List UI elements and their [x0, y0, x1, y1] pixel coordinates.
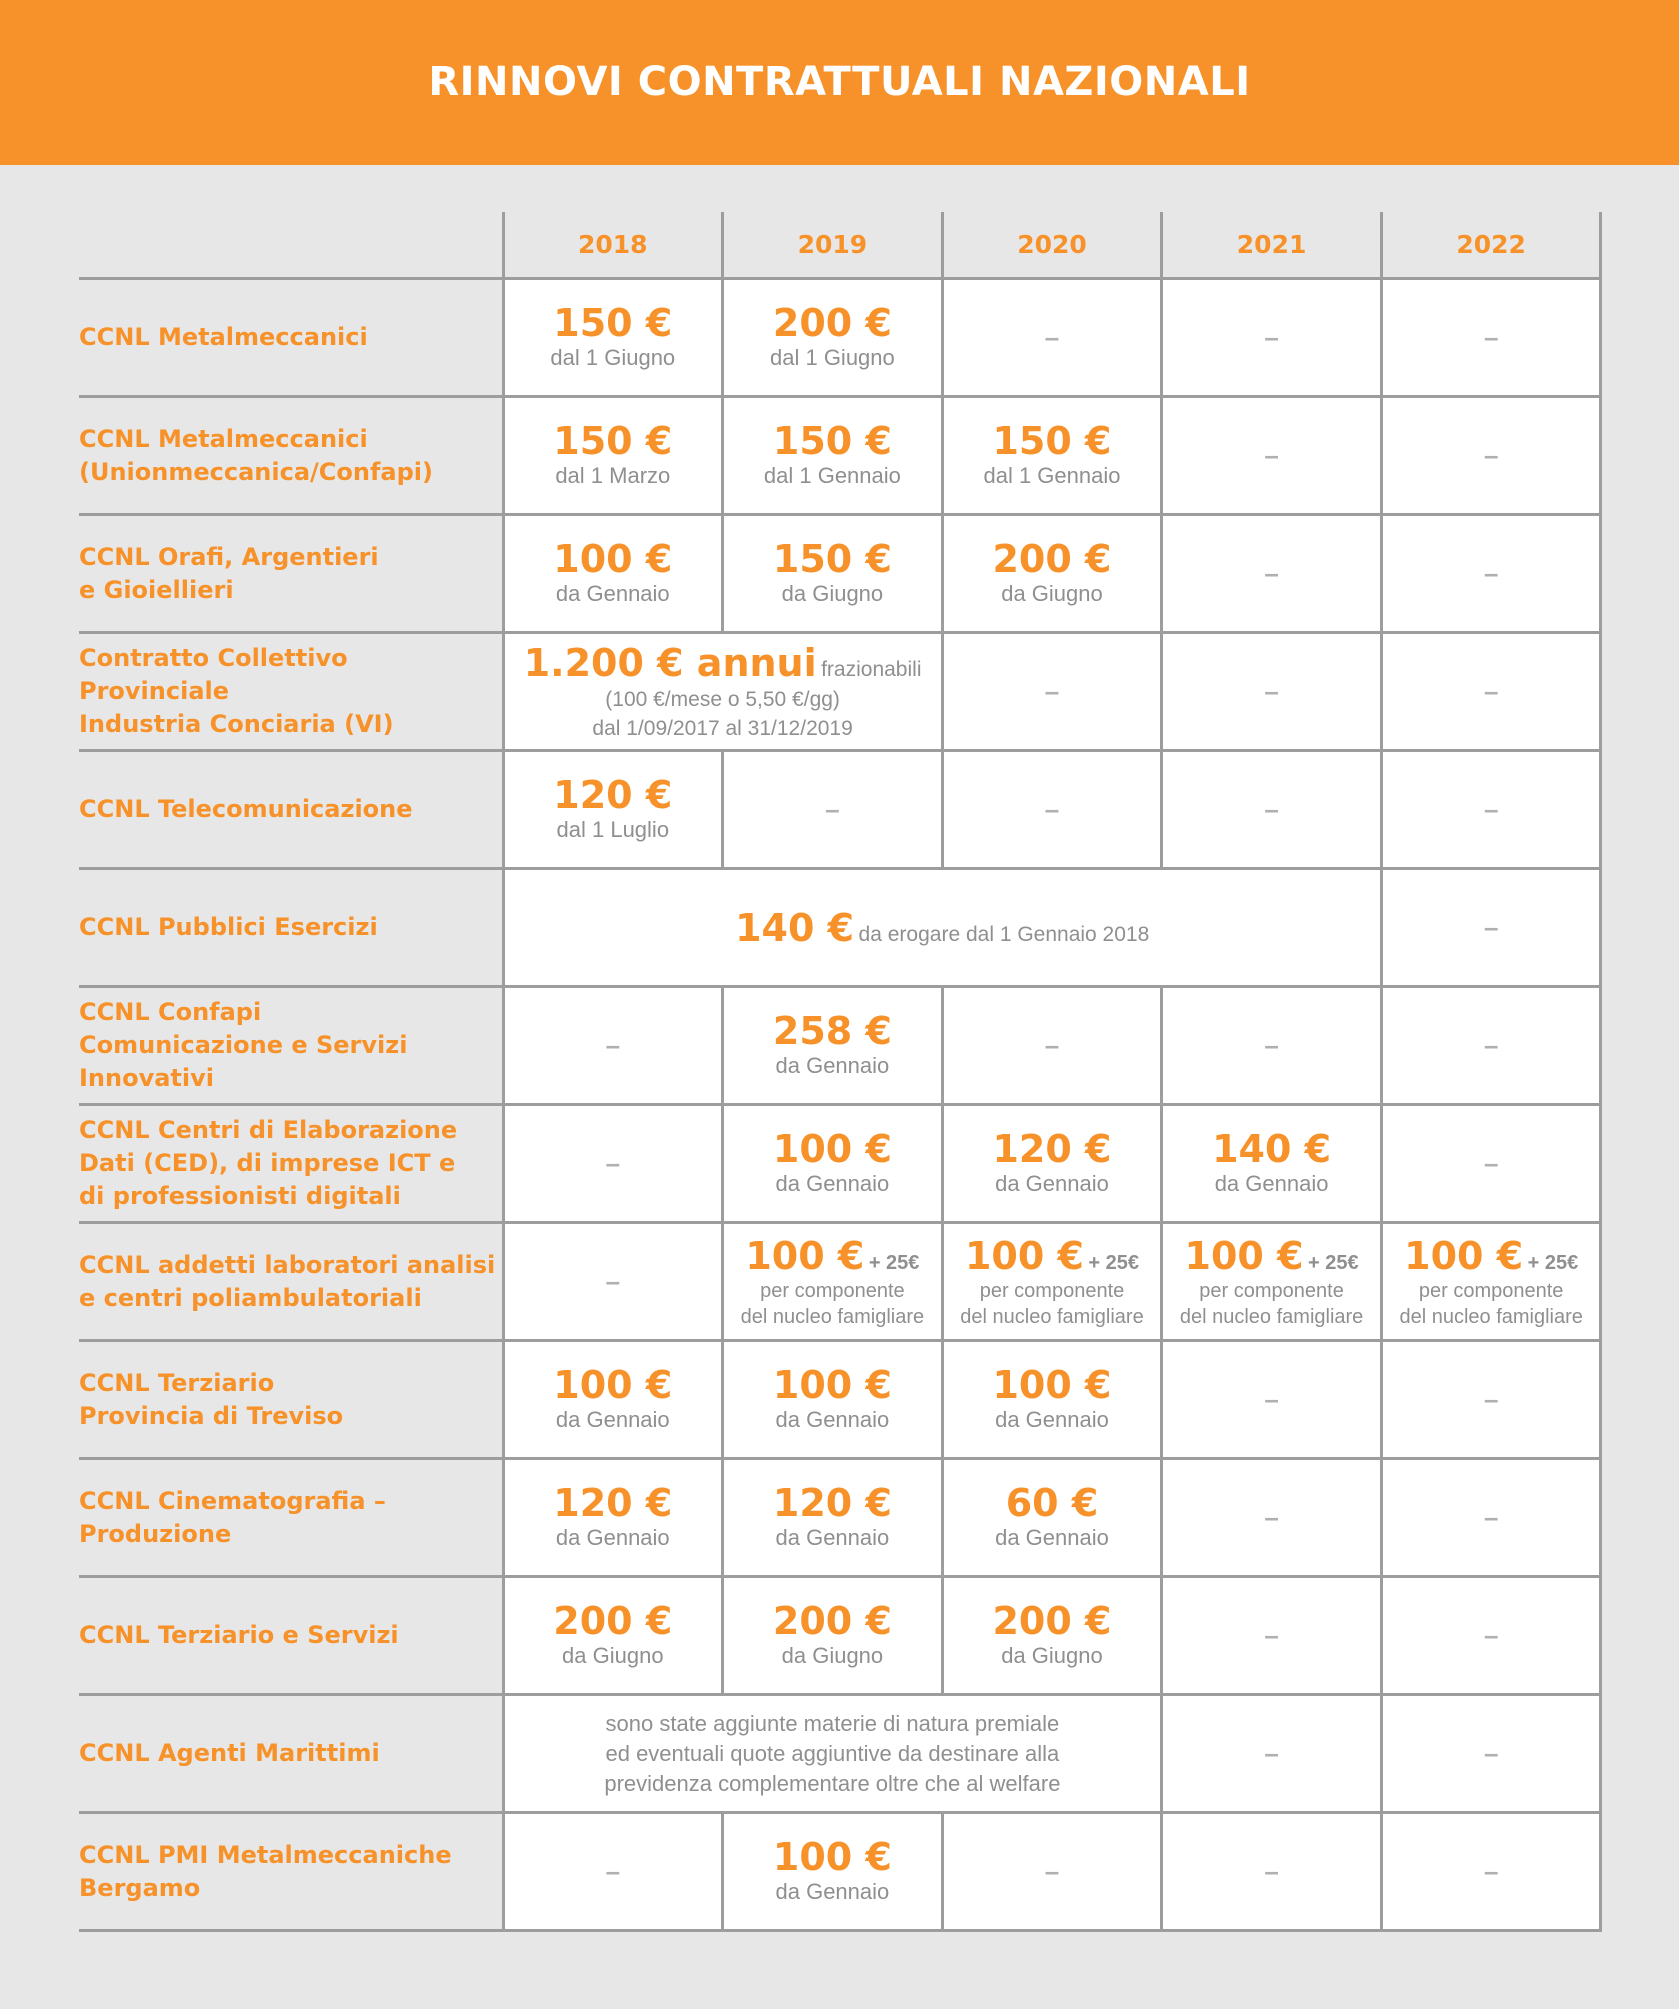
amount-note: dal 1 Gennaio — [763, 462, 901, 488]
value-cell — [503, 1459, 723, 1577]
amount-note: del nucleo famigliare — [1399, 1305, 1583, 1328]
empty-cell — [1381, 1813, 1601, 1931]
empty-cell — [1162, 633, 1382, 751]
amount-note: da Gennaio — [995, 1170, 1109, 1196]
amount-note: del nucleo famigliare — [740, 1305, 925, 1328]
empty-cell — [1381, 279, 1601, 397]
amount-note: da Gennaio — [775, 1524, 890, 1550]
table-row — [79, 751, 1601, 869]
table-row — [79, 1695, 1601, 1813]
empty-cell — [942, 987, 1162, 1105]
amount-plus: + 25€ — [1088, 1251, 1140, 1274]
empty-cell — [1162, 1695, 1382, 1813]
amount-note: da erogare dal 1 Gennaio 2018 — [858, 922, 1150, 946]
table-row — [79, 279, 1601, 397]
dash: – — [1264, 1620, 1279, 1650]
amount: 100 € — [772, 1834, 892, 1879]
contract-name: CCNL Metalmeccanici (Unionmeccanica/Confapi) — [79, 397, 503, 515]
amount-period: dal 1/09/2017 al 31/12/2019 — [592, 716, 853, 740]
empty-cell — [1381, 987, 1601, 1105]
empty-cell — [1162, 751, 1382, 869]
empty-cell — [723, 751, 943, 869]
value-cell-span — [503, 633, 942, 751]
dash: – — [1264, 440, 1279, 470]
value-cell — [723, 1105, 943, 1223]
empty-cell — [1381, 1577, 1601, 1695]
dash: – — [1264, 1384, 1279, 1414]
note-line: sono state aggiunte materie di natura premiale — [605, 1710, 1060, 1736]
value-cell — [1162, 1105, 1382, 1223]
contract-name: CCNL Confapi Comunicazione e Servizi Innovativi — [79, 987, 503, 1105]
amount-note: dal 1 Marzo — [555, 462, 671, 488]
empty-cell — [1381, 869, 1601, 987]
dash: – — [1264, 676, 1279, 706]
amount-note: da Giugno — [562, 1642, 664, 1668]
amount: 150 € — [992, 418, 1112, 463]
header-banner — [0, 0, 1679, 165]
amount-note: per componente — [979, 1279, 1125, 1302]
year-header: 2022 — [1381, 212, 1601, 279]
amount: 100 € — [964, 1233, 1084, 1278]
dash: – — [1264, 1738, 1279, 1768]
table-row — [79, 869, 1601, 987]
value-cell — [942, 1459, 1162, 1577]
amount: 200 € — [772, 300, 892, 345]
value-cell — [942, 1223, 1162, 1341]
dash: – — [1483, 322, 1499, 352]
year-header: 2020 — [942, 212, 1162, 279]
amount-note: da Giugno — [1001, 580, 1103, 606]
table-row — [79, 633, 1601, 751]
dash: – — [1264, 1856, 1279, 1886]
empty-cell — [942, 751, 1162, 869]
contract-name: CCNL Agenti Marittimi — [79, 1695, 503, 1813]
amount: 258 € — [772, 1008, 892, 1053]
amount: 200 € — [992, 536, 1112, 581]
dash: – — [1044, 1856, 1060, 1886]
amount-note: da Gennaio — [775, 1052, 890, 1078]
amount: 150 € — [772, 536, 892, 581]
value-cell-span — [503, 869, 1381, 987]
dash: – — [1483, 1502, 1499, 1532]
value-cell — [503, 751, 723, 869]
empty-cell — [1381, 751, 1601, 869]
amount-plus: + 25€ — [1527, 1251, 1579, 1274]
table-row — [79, 1577, 1601, 1695]
amount-note: (100 €/mese o 5,50 €/gg) — [605, 687, 840, 711]
empty-cell — [1162, 1813, 1382, 1931]
dash: – — [1044, 322, 1060, 352]
empty-cell — [1381, 515, 1601, 633]
value-cell — [1381, 1223, 1601, 1341]
empty-cell — [503, 1105, 723, 1223]
amount-plus: + 25€ — [1308, 1251, 1359, 1274]
contract-name: CCNL Orafi, Argentieri e Gioiellieri — [79, 515, 503, 633]
empty-cell — [1162, 987, 1382, 1105]
dash: – — [605, 1030, 621, 1060]
value-cell-span — [503, 1695, 1162, 1813]
amount-suffix: frazionabili — [821, 657, 922, 681]
amount-note: dal 1 Giugno — [550, 344, 676, 370]
dash: – — [1483, 558, 1499, 588]
value-cell — [942, 515, 1162, 633]
contract-name: Contratto Collettivo Provinciale Industria Conciaria (VI) — [79, 633, 503, 751]
amount-note: dal 1 Gennaio — [983, 462, 1121, 488]
table-row — [79, 1459, 1601, 1577]
amount: 120 € — [553, 772, 673, 817]
dash: – — [1483, 676, 1499, 706]
table-row — [79, 1223, 1601, 1341]
year-header-row — [79, 212, 1601, 279]
amount-note: da Giugno — [781, 580, 884, 606]
table-row — [79, 1105, 1601, 1223]
dash: – — [1044, 794, 1060, 824]
dash: – — [605, 1856, 621, 1886]
value-cell — [723, 279, 943, 397]
dash: – — [605, 1266, 621, 1296]
empty-cell — [503, 987, 723, 1105]
contract-name: CCNL addetti laboratori analisi e centri poliambulatoriali — [79, 1223, 503, 1341]
amount: 100 € — [553, 1362, 673, 1407]
amount-note: da Gennaio — [555, 1406, 670, 1432]
table-row — [79, 1813, 1601, 1931]
dash: – — [1264, 1030, 1279, 1060]
contract-name: CCNL Pubblici Esercizi — [79, 869, 503, 987]
contract-name: CCNL Cinematografia – Produzione — [79, 1459, 503, 1577]
empty-cell — [503, 1223, 723, 1341]
dash: – — [605, 1148, 621, 1178]
page-title: RINNOVI CONTRATTUALI NAZIONALI — [428, 58, 1251, 105]
header-corner — [79, 212, 503, 279]
amount: 200 € — [772, 1598, 892, 1643]
dash: – — [1483, 1856, 1499, 1886]
dash: – — [1483, 1384, 1499, 1414]
dash: – — [1483, 1148, 1499, 1178]
dash: – — [1483, 440, 1499, 470]
note-line: ed eventuali quote aggiuntive da destinare alla — [605, 1740, 1060, 1766]
amount-note: da Giugno — [781, 1642, 884, 1668]
amount-note: del nucleo famigliare — [1179, 1305, 1364, 1328]
amount-note: da Gennaio — [555, 580, 670, 606]
dash: – — [1044, 676, 1060, 706]
value-cell — [723, 1341, 943, 1459]
amount: 120 € — [553, 1480, 673, 1525]
empty-cell — [1162, 1341, 1382, 1459]
year-header: 2021 — [1162, 212, 1382, 279]
amount: 150 € — [553, 300, 673, 345]
dash: – — [1483, 794, 1499, 824]
amount: 150 € — [772, 418, 892, 463]
contract-name: CCNL Metalmeccanici — [79, 279, 503, 397]
empty-cell — [1162, 1577, 1382, 1695]
amount: 200 € — [553, 1598, 673, 1643]
amount-note: da Gennaio — [775, 1878, 890, 1904]
dash: – — [1483, 1030, 1499, 1060]
contract-name: CCNL PMI Metalmeccaniche Bergamo — [79, 1813, 503, 1931]
value-cell — [942, 1105, 1162, 1223]
value-cell — [503, 1577, 723, 1695]
contract-name: CCNL Centri di Elaborazione Dati (CED), di imprese ICT e di professionisti digitali — [79, 1105, 503, 1223]
amount: 150 € — [553, 418, 673, 463]
amount-note: per componente — [1418, 1279, 1564, 1302]
empty-cell — [1162, 515, 1382, 633]
amount: 100 € — [992, 1362, 1112, 1407]
amount-note: del nucleo famigliare — [960, 1305, 1144, 1328]
value-cell — [503, 397, 723, 515]
empty-cell — [1381, 1105, 1601, 1223]
dash: – — [1264, 322, 1279, 352]
contract-name: CCNL Terziario e Servizi — [79, 1577, 503, 1695]
amount-note: dal 1 Luglio — [556, 816, 670, 842]
empty-cell — [1381, 633, 1601, 751]
empty-cell — [503, 1813, 723, 1931]
amount-plus: + 25€ — [868, 1251, 920, 1274]
empty-cell — [1162, 279, 1382, 397]
value-cell — [723, 1577, 943, 1695]
table-row — [79, 515, 1601, 633]
value-cell — [1162, 1223, 1382, 1341]
amount-note: per componente — [760, 1279, 905, 1302]
year-header: 2018 — [503, 212, 723, 279]
empty-cell — [1381, 1695, 1601, 1813]
value-cell — [503, 515, 723, 633]
value-cell — [942, 1341, 1162, 1459]
value-cell — [723, 515, 943, 633]
empty-cell — [1381, 397, 1601, 515]
dash: – — [1264, 558, 1279, 588]
contract-name: CCNL Telecomunicazione — [79, 751, 503, 869]
dash: – — [1483, 1738, 1499, 1768]
dash: – — [1483, 912, 1499, 942]
value-cell — [723, 1223, 943, 1341]
empty-cell — [942, 279, 1162, 397]
empty-cell — [1381, 1459, 1601, 1577]
empty-cell — [1162, 1459, 1382, 1577]
empty-cell — [942, 633, 1162, 751]
amount: 120 € — [992, 1126, 1112, 1171]
amount-note: da Giugno — [1001, 1642, 1103, 1668]
amount: 140 € — [1212, 1126, 1332, 1171]
amount-note: da Gennaio — [775, 1170, 890, 1196]
value-cell — [723, 1459, 943, 1577]
amount-note: da Gennaio — [775, 1406, 890, 1432]
amount: 60 € — [1005, 1480, 1099, 1525]
dash: – — [825, 794, 840, 824]
table-row — [79, 987, 1601, 1105]
amount: 200 € — [992, 1598, 1112, 1643]
note-line: previdenza complementare oltre che al welfare — [604, 1770, 1061, 1796]
value-cell — [942, 1577, 1162, 1695]
table-row — [79, 397, 1601, 515]
amount-note: dal 1 Giugno — [770, 344, 895, 370]
value-cell — [723, 987, 943, 1105]
amount-note: da Gennaio — [995, 1406, 1109, 1432]
amount: 120 € — [772, 1480, 892, 1525]
amount: 100 € — [1184, 1233, 1304, 1278]
dash: – — [1264, 1502, 1279, 1532]
year-header: 2019 — [723, 212, 943, 279]
table-row — [79, 1341, 1601, 1459]
value-cell — [503, 1341, 723, 1459]
value-cell — [723, 1813, 943, 1931]
amount-note: da Gennaio — [555, 1524, 670, 1550]
dash: – — [1483, 1620, 1499, 1650]
value-cell — [503, 279, 723, 397]
empty-cell — [1381, 1341, 1601, 1459]
contract-name: CCNL Terziario Provincia di Treviso — [79, 1341, 503, 1459]
amount: 100 € — [745, 1233, 865, 1278]
amount: 140 € — [735, 905, 855, 950]
amount: 1.200 € annui — [523, 640, 817, 685]
value-cell — [723, 397, 943, 515]
contracts-table — [79, 212, 1602, 1932]
amount: 100 € — [1404, 1233, 1524, 1278]
amount: 100 € — [772, 1362, 892, 1407]
empty-cell — [1162, 397, 1382, 515]
amount: 100 € — [553, 536, 673, 581]
amount-note: da Gennaio — [995, 1524, 1109, 1550]
dash: – — [1264, 794, 1279, 824]
dash: – — [1044, 1030, 1060, 1060]
value-cell — [942, 397, 1162, 515]
empty-cell — [942, 1813, 1162, 1931]
amount-note: per componente — [1199, 1279, 1344, 1302]
amount: 100 € — [772, 1126, 892, 1171]
amount-note: da Gennaio — [1214, 1170, 1329, 1196]
